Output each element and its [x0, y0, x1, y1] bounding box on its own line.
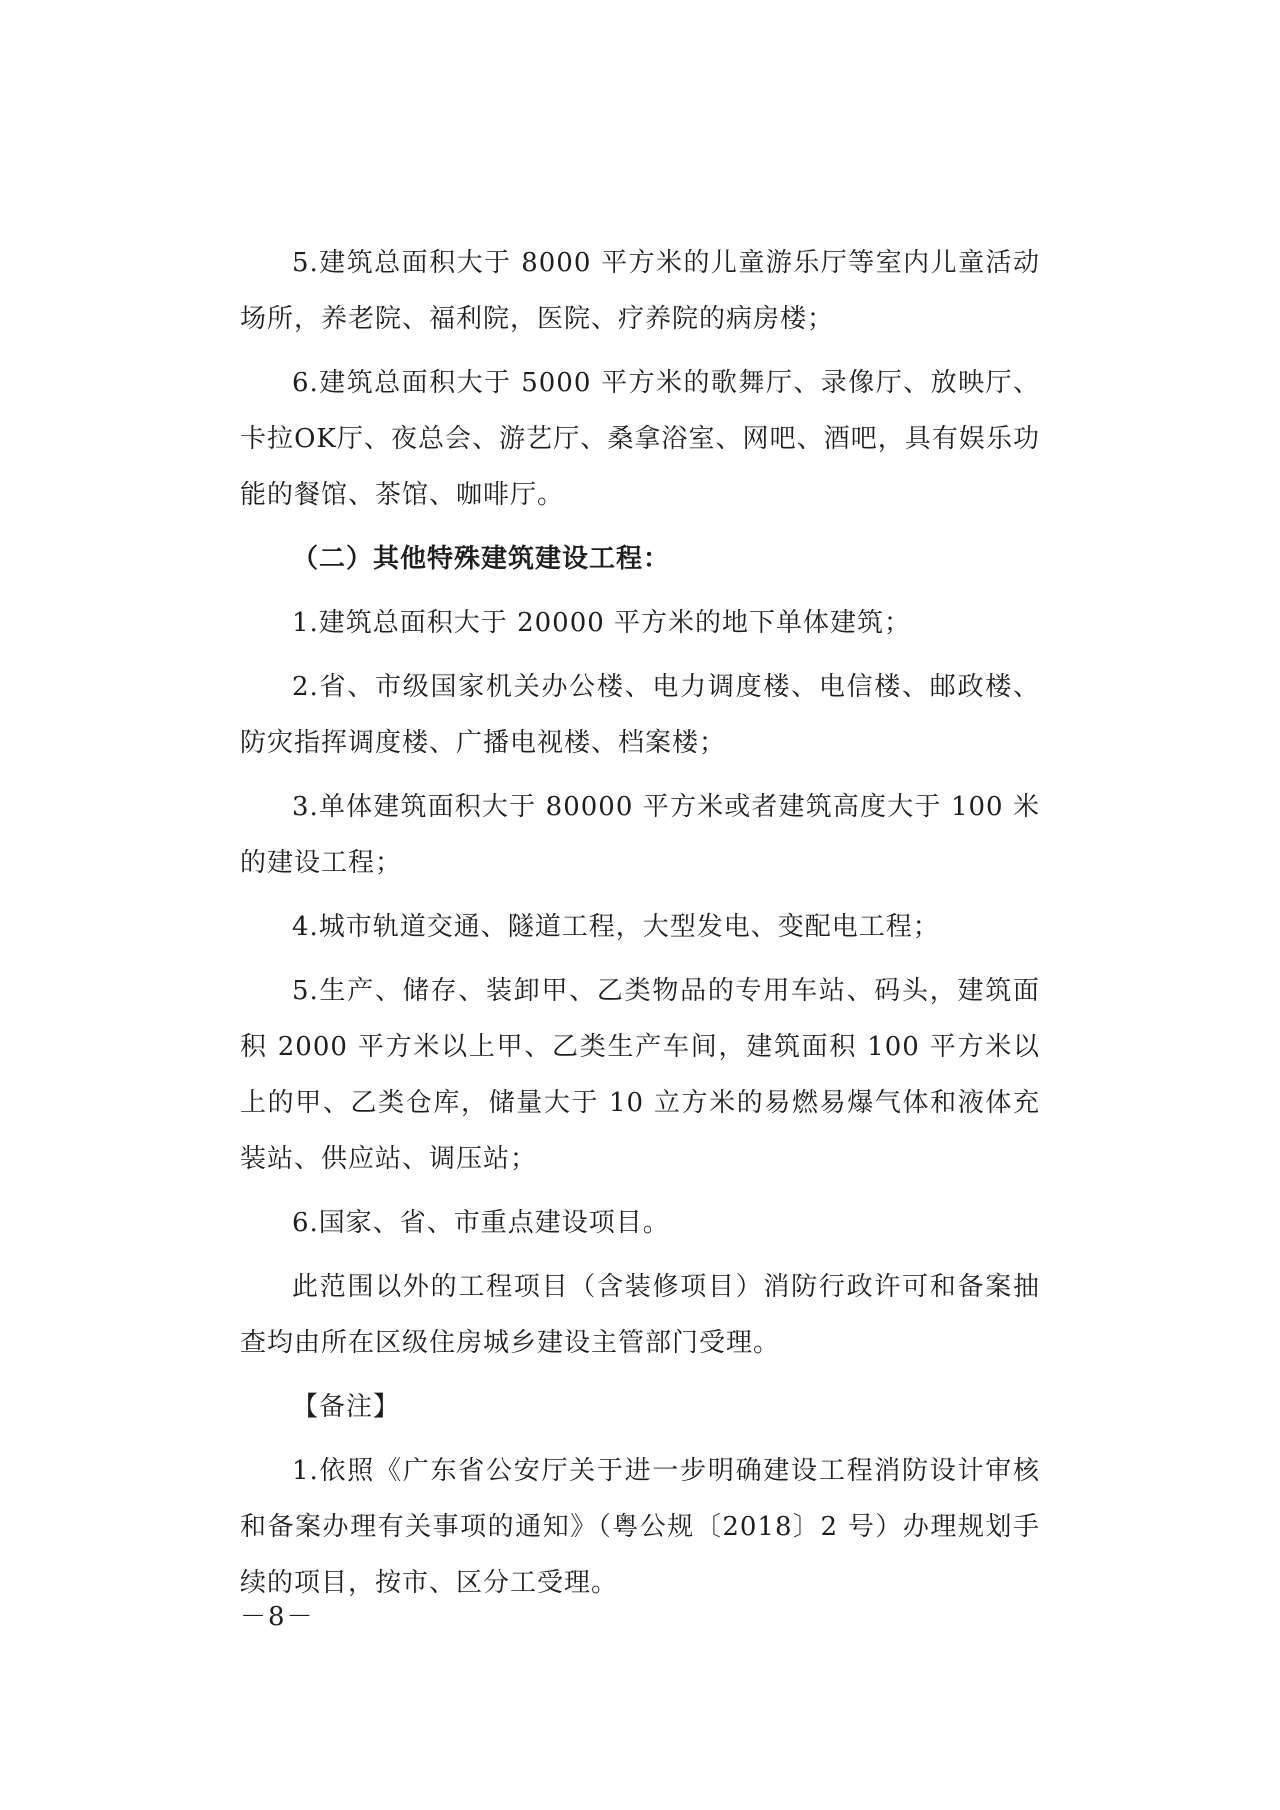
section-item-2: 2.省、市级国家机关办公楼、电力调度楼、电信楼、邮政楼、防灾指挥调度楼、广播电视楼、档案楼； [240, 672, 1040, 758]
page-number: －8－ [240, 1602, 315, 1632]
section-item-4: 4.城市轨道交通、隧道工程，大型发电、变配电工程； [292, 912, 940, 942]
remarks-item-1: 1.依照《广东省公安厅关于进一步明确建设工程消防设计审核和备案办理有关事项的通知》（粤公规〔2018〕2 号）办理规划手续的项目，按市、区分工受理。 [240, 1456, 1040, 1598]
paragraph-item-5: 5.建筑总面积大于 8000 平方米的儿童游乐厅等室内儿童活动场所，养老院、福利院，医院、疗养院的病房楼； [240, 248, 1040, 334]
closing-paragraph: 此范围以外的工程项目（含装修项目）消防行政许可和备案抽查均由所在区级住房城乡建设主管部门受理。 [240, 1272, 1040, 1358]
remarks-heading: 【备注】 [292, 1392, 401, 1422]
paragraph-item-6: 6.建筑总面积大于 5000 平方米的歌舞厅、录像厅、放映厅、卡拉OK厅、夜总会、游艺厅、桑拿浴室、网吧、酒吧，具有娱乐功能的餐馆、茶馆、咖啡厅。 [240, 368, 1040, 510]
section-item-5: 5.生产、储存、装卸甲、乙类物品的专用车站、码头，建筑面积 2000 平方米以上甲、乙类生产车间，建筑面积 100 平方米以上的甲、乙类仓库，储量大于 10 立方米的易燃易爆气体和液体充装站、供应站、调压站； [240, 976, 1040, 1174]
section-item-3: 3.单体建筑面积大于 80000 平方米或者建筑高度大于 100 米的建设工程； [240, 792, 1040, 878]
section-item-6: 6.国家、省、市重点建设项目。 [292, 1208, 670, 1238]
section-item-1: 1.建筑总面积大于 20000 平方米的地下单体建筑； [292, 608, 912, 638]
document-page [240, 235, 1040, 1619]
section-heading: （二）其他特殊建筑建设工程： [292, 544, 671, 574]
